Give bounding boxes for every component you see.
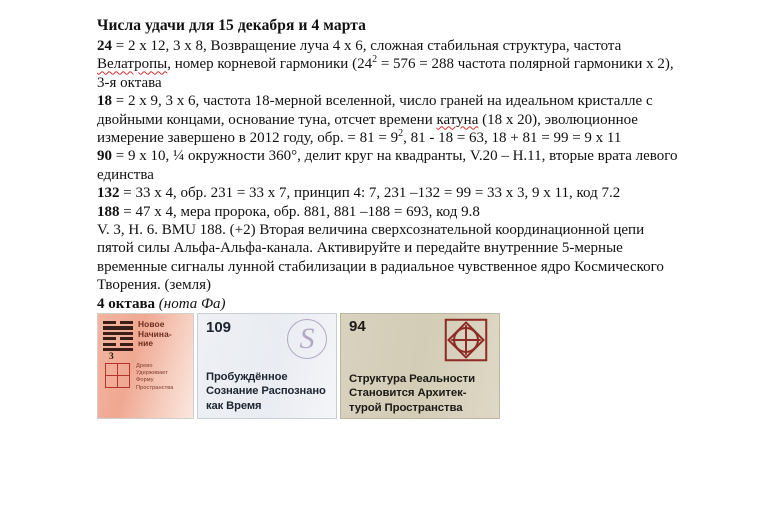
octave-note: (нота Фа) (158, 295, 226, 312)
paragraph-90 (97, 147, 757, 184)
paragraph-18-line2a: двойными концами, основание туна, отсчет времени (97, 111, 437, 128)
paragraph-18-lead: 18 (97, 93, 112, 110)
paragraph-90-lead: 90 (97, 148, 112, 165)
hexagram-line-5 (103, 343, 133, 346)
card-109-text-line-2: Сознание Распознано (206, 385, 326, 397)
card-109-text-line-3: как Время (206, 399, 262, 412)
closing-line-3: временные сигналы лунной стабилизации в радиальное чувственное ядро Космического (97, 258, 664, 275)
spellcheck-velatropy: Велатропы (97, 56, 168, 73)
closing-line-2: пятой силы Альфа-Альфа-канала. Активируйте и передайте внутренние 5-мерные (97, 240, 623, 257)
paragraph-24-lead: 24 (97, 38, 112, 54)
hexagram-footer (103, 363, 189, 392)
document-body (97, 16, 757, 313)
card-94-text-line-2: Становится Архитек- (349, 387, 467, 399)
closing-line-1: V. 3, H. 6. BMU 188. (+2) Вторая величина сверхсознательной координационной цепи (97, 222, 645, 239)
paragraph-24 (97, 37, 757, 92)
hexagram-title-line-3: ние (138, 338, 154, 349)
hexagram-title-line-1: Новое (138, 319, 165, 329)
paragraph-18-line2b: (18 х 20), эволюционное (478, 111, 638, 128)
hexagram-line-3 (103, 332, 133, 335)
paragraph-24-line2c: = 576 = 288 частота полярной гармоники х 2), (377, 56, 674, 73)
reality-structure-icon (443, 317, 489, 363)
card-94-text-line-1: Структура Реальности (349, 372, 475, 385)
paragraph-132-line1: = 33 х 4, обр. 231 = 33 х 7, принцип 4: 7, 231 –132 = 99 = 33 х 3, 9 х 11, код 7.2 (119, 185, 621, 202)
octave-line (97, 295, 757, 313)
paragraph-132-lead: 132 (97, 185, 120, 202)
paragraph-188 (97, 203, 757, 221)
card-hexagram[interactable] (97, 313, 194, 419)
paragraph-18-superscript: 2 (398, 128, 404, 140)
quadrant-grid-icon (105, 363, 130, 388)
paragraph-188-line1: = 47 х 4, мера пророка, обр. 881, 881 –188 = 693, код 9.8 (119, 203, 480, 220)
paragraph-24-line3: 3-я октава (97, 74, 162, 91)
hexagram-header (103, 319, 189, 351)
hexagram-line-4 (103, 337, 133, 340)
paragraph-18-line1: = 2 х 9, 3 х 6, частота 18-мерной вселенной, число граней на идеальном кристалле с (112, 93, 653, 110)
card-109-number: 109 (206, 319, 232, 336)
hexagram-line-6 (103, 348, 133, 351)
closing-paragraph (97, 221, 757, 295)
card-94[interactable] (340, 313, 500, 419)
page-title: Числа удачи для 15 декабря и 4 марта (97, 17, 366, 34)
hexagram-line-1 (103, 321, 133, 324)
hexagram-title-line-2: Начина- (138, 328, 172, 339)
card-strip (97, 313, 500, 419)
hexagram-subtext-line-2: Удерживает (136, 370, 168, 377)
card-109[interactable] (197, 313, 337, 419)
hexagram-title (138, 319, 172, 351)
paragraph-188-lead: 188 (97, 203, 120, 220)
hexagram-number: 3 (109, 352, 114, 363)
hexagram-subtext-line-4: Пространства (136, 384, 174, 391)
card-94-text (349, 372, 475, 416)
hexagram-icon (103, 319, 133, 351)
hexagram-subtext-line-3: Форму (136, 377, 154, 384)
card-94-number: 94 (349, 318, 366, 335)
paragraph-90-line2: единства (97, 166, 154, 183)
hexagram-subtext (136, 363, 174, 392)
card-109-text (206, 370, 326, 414)
paragraph-18-line3b: , 81 - 18 = 63, 18 + 81 = 99 = 9 х 11 (403, 130, 622, 147)
octave-label: 4 октава (97, 295, 159, 312)
paragraph-90-line1: = 9 х 10, ¼ окружности 360°, делит круг на квадранты, V.20 – H.11, вторые врата левого (112, 148, 678, 165)
card-109-text-line-1: Пробуждённое (206, 370, 288, 383)
paragraph-18 (97, 92, 757, 147)
paragraph-132 (97, 184, 757, 202)
paragraph-24-superscript: 2 (372, 54, 378, 66)
paragraph-18-line3a: измерение завершено в 2012 году, обр. = 81 = 9 (97, 130, 399, 147)
hexagram-line-2 (103, 326, 133, 329)
paragraph-24-line2b: , номер корневой гармоники (24 (167, 56, 373, 73)
paragraph-24-line1: = 2 х 12, 3 х 8, Возвращение луча 4 х 6, сложная стабильная структура, частота (112, 38, 622, 54)
card-94-text-line-3: турой Пространства (349, 401, 463, 414)
spellcheck-katuna: катуна (436, 111, 479, 128)
circled-s-icon: S (287, 319, 327, 359)
hexagram-subtext-line-1: Древо (136, 363, 153, 370)
closing-line-4: Творения. (земля) (97, 277, 211, 294)
